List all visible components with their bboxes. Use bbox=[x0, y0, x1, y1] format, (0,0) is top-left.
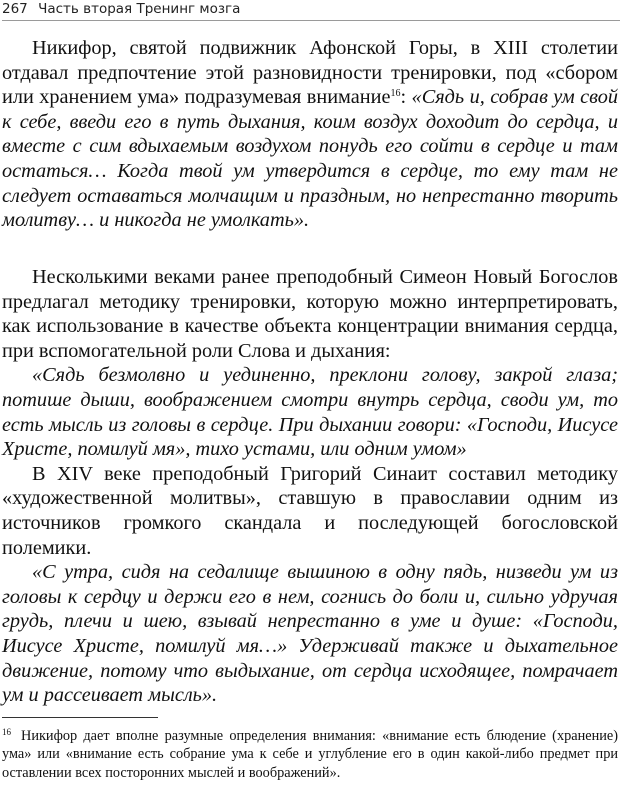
paragraph-nikifor bbox=[2, 36, 618, 233]
paragraph-nikifor-colon: : bbox=[400, 86, 412, 109]
page-number: 267 bbox=[2, 1, 28, 17]
footnote-divider bbox=[2, 717, 158, 718]
grigoriy-quote: «С утра, сидя на седалище вышиною в одну пядь, низведи ум из головы к сердцу и держи его в нем, согнись до боли и, сильно удручая грудь, плечи и шею, взывай непрестанно в уме и душе: «Господи, Иисусе Христе, помилуй мя…» Удерживай также и дыхательное движение, потому что выдыхание, от сердца исходящее, помрачает ум и рассеивает мысль». bbox=[2, 561, 618, 707]
main-text-block-1 bbox=[2, 36, 618, 233]
footnote bbox=[2, 727, 618, 782]
running-title: Часть вторая Тренинг мозга bbox=[38, 1, 241, 17]
simeon-quote: «Сядь безмолвно и уединенно, преклони голову, закрой глаза; потише дыши, воображением смотри внутрь сердца, своди ум, то есть мысль из головы в сердце. При дыхании говори: «Господи, Иисусе Христе, помилуй мя», тихо устами, или одним умом» bbox=[2, 364, 618, 461]
paragraph-nikifor-text: Никифор, святой подвижник Афонской Горы, в XIII столетии отдавал предпочтение этой разновидности тренировки, под «сбором или хранением ума» подразумевая внимание bbox=[2, 37, 618, 109]
footnote-number: 16 bbox=[2, 727, 11, 737]
running-header bbox=[2, 0, 620, 21]
paragraph-grigoriy: В XIV веке преподобный Григорий Синаит составил методику «художественной молитвы», ставшую в православии одним из источников громкого скандала и последующей богословской полемики. bbox=[2, 462, 618, 559]
paragraph-simeon: Несколькими веками ранее преподобный Симеон Новый Богослов предлагал методику тренировки, которую можно интерпретировать, как использование в качестве объекта концентрации внимания сердца, при вспомогательной роли Слова и дыхания: bbox=[2, 266, 618, 362]
footnote-text: Никифор дает вполне разумные определения внимания: «внимание есть блюдение (хранение) ума» или «внимание есть собрание ума к себе и углубление его в один какой-либо предмет при оставлении всех посторонних мыслей и воображений». bbox=[2, 728, 618, 781]
nikifor-quote: «Сядь и, собрав ум свой к себе, введи его в путь дыхания, коим воздух доходит до сердца, и вместе с сим вдыхаемым воздухом понудь его сойти в сердце и там остаться… Когда твой ум утвердится в сердце, то ему там не следует оставаться молчащим и праздным, но непрестанно творить молитву… и никогда не умолкать». bbox=[2, 86, 618, 232]
footnote-reference: 16 bbox=[390, 88, 401, 100]
main-text-block-2 bbox=[2, 265, 618, 708]
